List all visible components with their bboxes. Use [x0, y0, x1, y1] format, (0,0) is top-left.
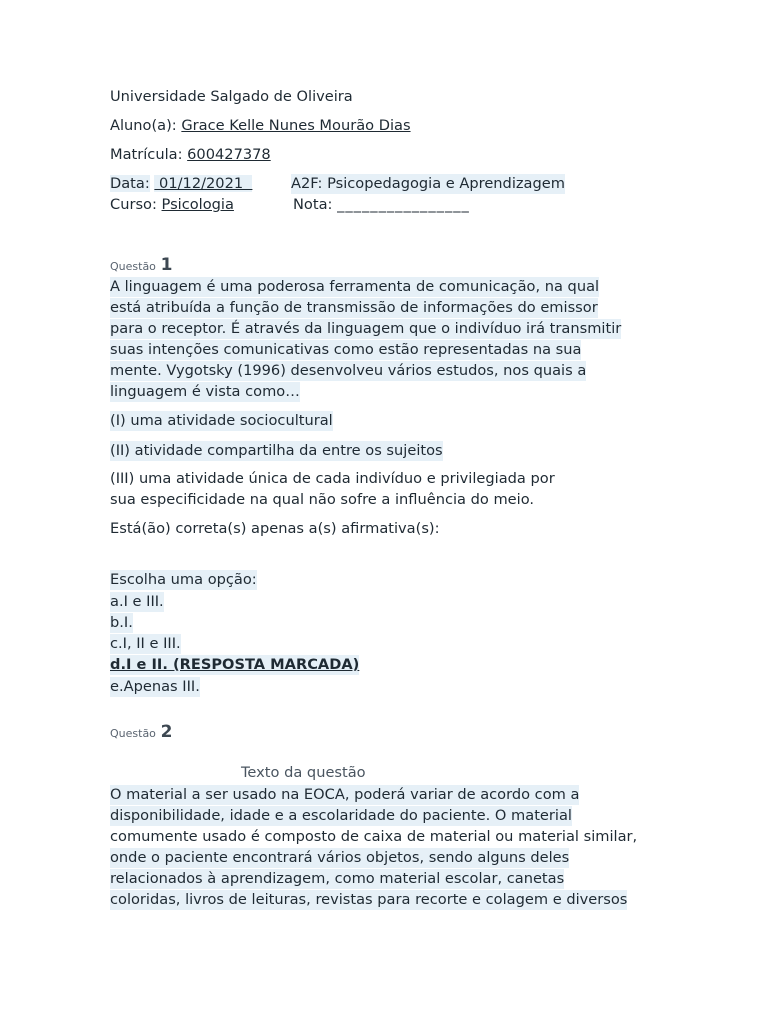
option-b: b.I. — [110, 614, 133, 631]
q2-text-line: onde o paciente encontrará vários objetos, sendo alguns deles — [110, 849, 570, 866]
question-number: 2 — [160, 722, 173, 742]
q1-text-line: A linguagem é uma poderosa ferramenta de comunicação, na qual — [110, 278, 600, 295]
q2-text-line: coloridas, livros de leituras, revistas para recorte e colagem e diversos — [110, 891, 628, 908]
q1-text-line: suas intenções comunicativas como estão representadas na sua — [110, 341, 582, 358]
student-row — [110, 116, 411, 136]
option-d-marked: d.I e II. (RESPOSTA MARCADA) — [110, 656, 360, 673]
question-number: 1 — [160, 255, 173, 275]
statement-2: (II) atividade compartilha da entre os sujeitos — [110, 442, 443, 459]
date-label: Data: — [110, 175, 150, 192]
date-row — [110, 174, 252, 194]
grade-label: Nota: — [293, 196, 333, 213]
q2-text-line: comumente usado é composto de caixa de material ou material similar, — [110, 828, 638, 845]
course-label: Curso: — [110, 196, 157, 213]
question-prompt: Está(ão) correta(s) apenas a(s) afirmativa(s): — [110, 520, 440, 537]
question-1-header — [110, 255, 172, 277]
option-e: e.Apenas III. — [110, 678, 200, 695]
q2-text-line: disponibilidade, idade e a escolaridade do paciente. O material — [110, 807, 572, 824]
q1-text-line: mente. Vygotsky (1996) desenvolveu vários estudos, nos quais a — [110, 362, 587, 379]
question-text-subtitle: Texto da questão — [241, 764, 366, 781]
course-row — [110, 195, 234, 215]
q1-text-line: linguagem é vista como… — [110, 383, 300, 400]
option-a: a.I e III. — [110, 593, 164, 610]
q1-text-line: está atribuída a função de transmissão de informações do emissor — [110, 299, 598, 316]
grade-value: ________________ — [337, 196, 470, 213]
student-name: Grace Kelle Nunes Mourão Dias — [181, 117, 411, 134]
choose-option-label: Escolha uma opção: — [110, 571, 257, 588]
statement-1: (I) uma atividade sociocultural — [110, 412, 333, 429]
q2-text-line: O material a ser usado na EOCA, poderá variar de acordo com a — [110, 786, 580, 803]
exam-title: A2F: Psicopedagogia e Aprendizagem — [291, 175, 565, 192]
option-c: c.I, II e III. — [110, 635, 181, 652]
question-label: Questão — [110, 260, 156, 273]
university-name: Universidade Salgado de Oliveira — [110, 88, 353, 105]
q2-text-line: relacionados à aprendizagem, como material escolar, canetas — [110, 870, 565, 887]
course-value: Psicologia — [161, 196, 234, 213]
statement-3-line-1: (III) uma atividade única de cada indivíduo e privilegiada por — [110, 470, 555, 487]
enrollment-row — [110, 145, 271, 165]
question-label: Questão — [110, 727, 156, 740]
date-value: 01/12/2021 — [154, 175, 253, 192]
question-2-header — [110, 722, 172, 744]
q1-text-line: para o receptor. É através da linguagem que o indivíduo irá transmitir — [110, 320, 622, 337]
statement-3-line-2: sua especificidade na qual não sofre a influência do meio. — [110, 491, 535, 508]
student-label: Aluno(a): — [110, 117, 177, 134]
enrollment-label: Matrícula: — [110, 146, 183, 163]
enrollment-value: 600427378 — [187, 146, 271, 163]
grade-row — [293, 195, 470, 215]
